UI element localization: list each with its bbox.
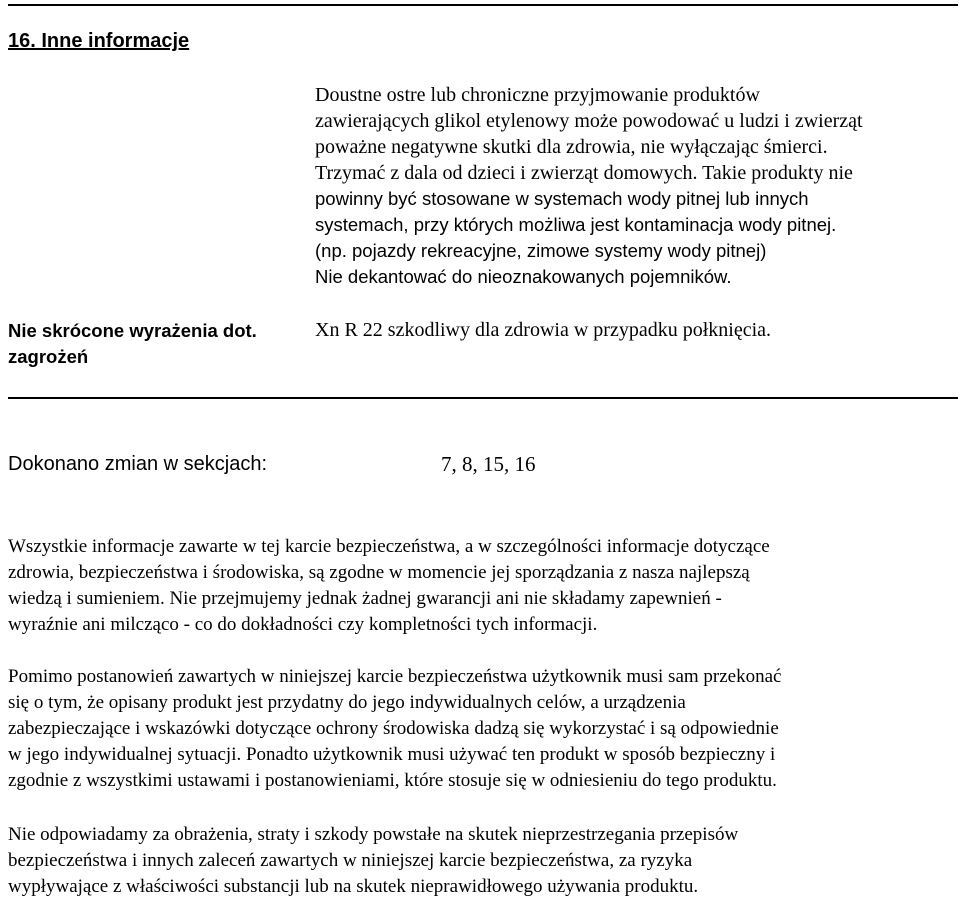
risk-phrases-label: Nie skrócone wyrażenia dot. zagrożeń [8, 320, 257, 367]
hazard-line: Doustne ostre lub chroniczne przyjmowanie produktów [315, 84, 760, 106]
hazard-line: (np. pojazdy rekreacyjne, zimowe systemy wody pitnej) [315, 240, 767, 261]
user-responsibility-paragraph [8, 664, 953, 794]
top-divider [8, 4, 958, 6]
paragraph-line: zgodnie z wszystkimi ustawami i postanowieniami, które stosuje się w odniesieniu do tego produktu. [8, 770, 777, 791]
paragraph-line: Wszystkie informacje zawarte w tej karcie bezpieczeństwa, a w szczególności informacje dotyczące [8, 536, 770, 557]
paragraph-line: zabezpieczające i wskazówki dotyczące ochrony środowiska dadzą się wykorzystać i są odpowiednie [8, 718, 779, 739]
section-title: 16. Inne informacje [8, 30, 190, 52]
section-divider [8, 397, 958, 399]
changes-label: Dokonano zmian w sekcjach: [8, 453, 268, 475]
paragraph-line: w jego indywidualnej sytuacji. Ponadto użytkownik musi używać ten produkt w sposób bezpieczny i [8, 744, 776, 765]
paragraph-line: Pomimo postanowień zawartych w niniejszej karcie bezpieczeństwa użytkownik musi sam przekonać [8, 666, 782, 687]
liability-paragraph [8, 822, 953, 900]
paragraph-line: bezpieczeństwa i innych zaleceń zawartych w niniejszej karcie bezpieczeństwa, za ryzyka [8, 850, 693, 871]
hazard-line: Trzymać z dala od dzieci i zwierząt domowych. Takie produkty nie [315, 162, 853, 184]
paragraph-line: Nie odpowiadamy za obrażenia, straty i szkody powstałe na skutek nieprzestrzegania przepisów [8, 824, 739, 845]
hazard-line: zawierających glikol etylenowy może powodować u ludzi i zwierząt [315, 110, 863, 132]
risk-phrase-value: Xn R 22 szkodliwy dla zdrowia w przypadku połknięcia. [315, 319, 772, 341]
changes-value: 7, 8, 15, 16 [441, 452, 536, 476]
paragraph-line: się o tym, że opisany produkt jest przydatny do jego indywidualnych celów, a urządzenia [8, 692, 686, 713]
paragraph-line: wiedzą i sumieniem. Nie przejmujemy jednak żadnej gwarancji ani nie składamy zapewnień - [8, 588, 722, 609]
hazard-line: powinny być stosowane w systemach wody pitnej lub innych [315, 188, 809, 209]
hazard-information [315, 82, 915, 290]
paragraph-line: wyraźnie ani milcząco - co do dokładności czy kompletności tych informacji. [8, 614, 598, 635]
hazard-line: Nie dekantować do nieoznakowanych pojemników. [315, 266, 732, 287]
hazard-line: poważne negatywne skutki dla zdrowia, nie wyłączając śmierci. [315, 136, 828, 158]
paragraph-line: zdrowia, bezpieczeństwa i środowiska, są zgodne w momencie jej sporządzania z nasza najlepszą [8, 562, 750, 583]
hazard-line: systemach, przy których możliwa jest kontaminacja wody pitnej. [315, 214, 837, 235]
paragraph-line: wypływające z właściwości substancji lub na skutek nieprawidłowego używania produktu. [8, 876, 699, 897]
disclaimer-paragraph [8, 534, 953, 638]
